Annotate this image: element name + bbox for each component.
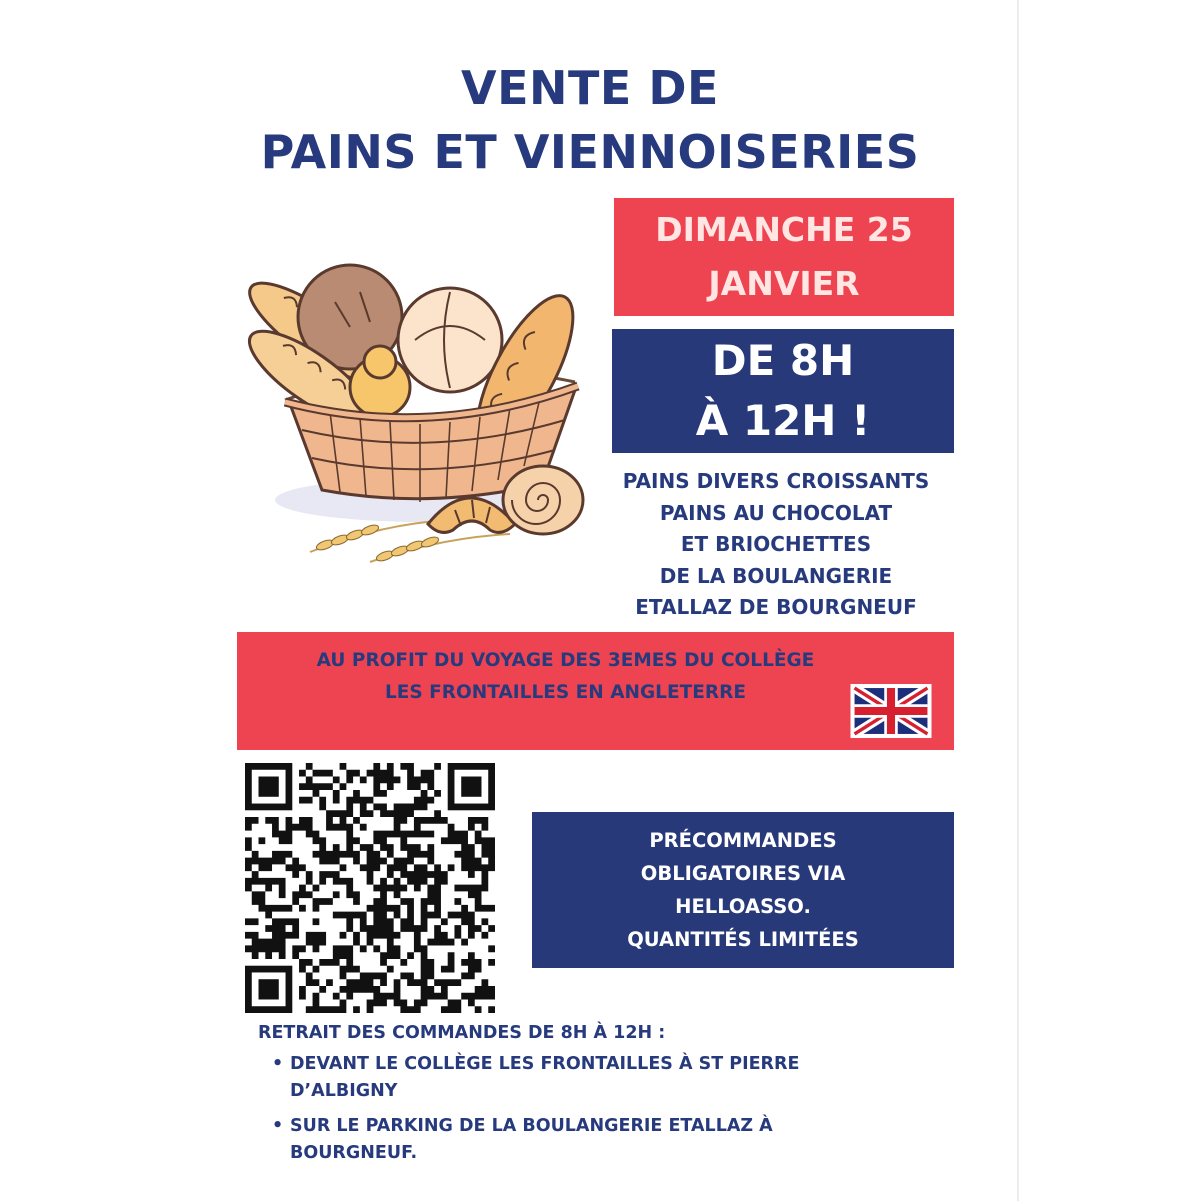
product-line: PAINS DIVERS CROISSANTS	[622, 469, 930, 493]
preorder-box	[532, 812, 954, 968]
product-line: ETALLAZ DE BOURGNEUF	[635, 595, 917, 619]
date-line-1: DIMANCHE 25	[655, 210, 913, 249]
page-edge	[1017, 0, 1019, 1201]
product-line: DE LA BOULANGERIE	[659, 563, 893, 588]
union-jack-flag-icon	[850, 684, 932, 738]
preorder-line: HELLOASSO.	[675, 895, 811, 918]
hours-line-1: DE 8H	[711, 336, 855, 385]
pickup-location: • SUR LE PARKING DE LA BOULANGERIE ETALLAZ À BOURGNEUF.	[290, 1113, 898, 1167]
pickup-locations	[258, 1051, 898, 1167]
qr-finder-center	[461, 777, 481, 797]
qr-finder-center	[259, 979, 279, 999]
preorder-line: OBLIGATOIRES VIA	[640, 862, 846, 885]
pickup-info	[258, 1020, 898, 1175]
qr-code	[245, 763, 495, 1013]
preorder-line: PRÉCOMMANDES	[649, 829, 837, 852]
product-line: PAINS AU CHOCOLAT	[659, 500, 893, 525]
title-line-1: VENTE DE	[461, 61, 719, 115]
profit-banner	[237, 632, 954, 750]
bread-basket-illustration	[240, 262, 585, 574]
preorder-line: QUANTITÉS LIMITÉES	[627, 928, 859, 951]
pickup-heading: RETRAIT DES COMMANDES DE 8H À 12H :	[258, 1023, 666, 1043]
pickup-location: • DEVANT LE COLLÈGE LES FRONTAILLES À ST PIERRE D’ALBIGNY	[290, 1051, 898, 1105]
hours-line-2: À 12H !	[695, 396, 871, 445]
profit-line-2: LES FRONTAILLES EN ANGLETERRE	[384, 682, 746, 703]
product-line: ET BRIOCHETTES	[680, 532, 872, 556]
date-box	[614, 198, 954, 316]
date-line-2: JANVIER	[708, 264, 860, 303]
profit-line-1: AU PROFIT DU VOYAGE DES 3EMES DU COLLÈGE	[316, 650, 815, 671]
qr-finder-center	[259, 777, 279, 797]
title-line-2: PAINS ET VIENNOISERIES	[260, 125, 920, 179]
hours-box	[612, 329, 954, 453]
products-list	[600, 466, 952, 624]
